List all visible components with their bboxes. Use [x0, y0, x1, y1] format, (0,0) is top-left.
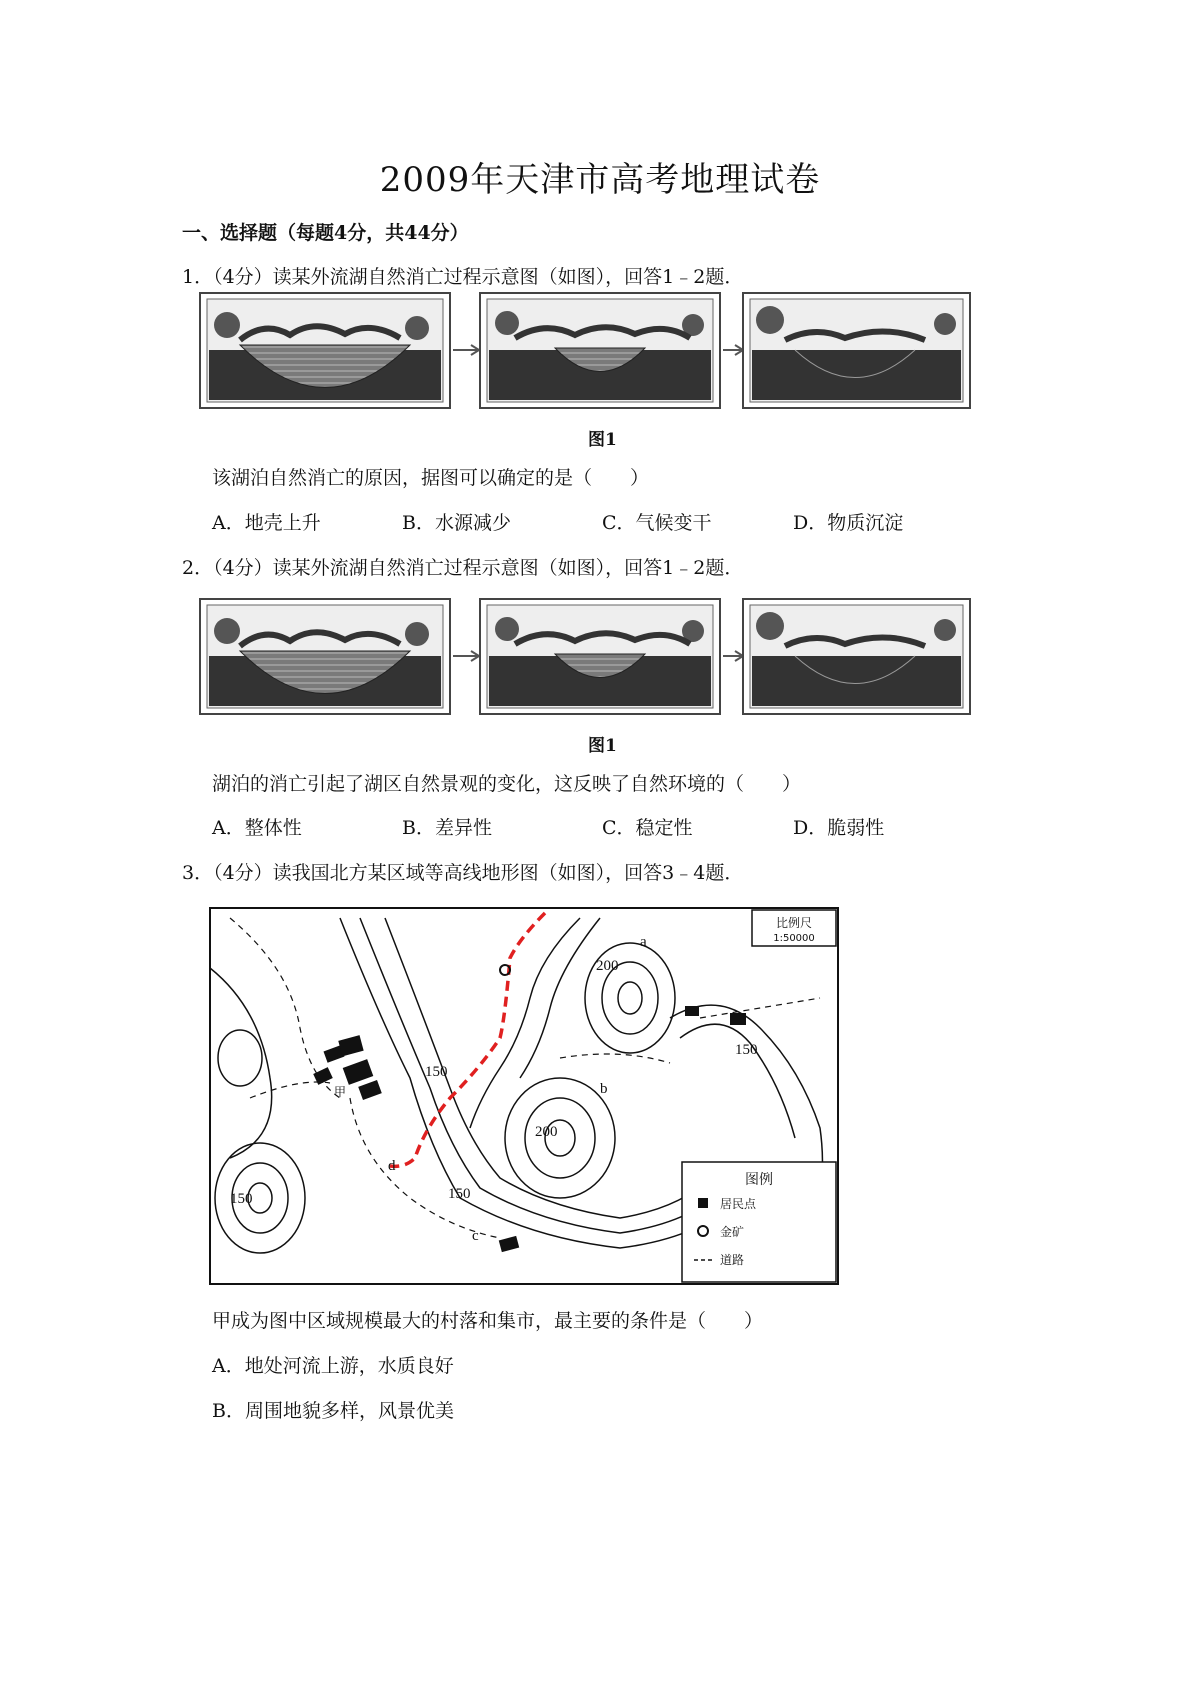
lake-panel-full — [200, 599, 450, 714]
figure-1-label-q1: 图1 — [588, 430, 617, 450]
label-b: b — [600, 1081, 608, 1097]
question-3-option-b[interactable]: B．周围地貌多样，风景优美 — [212, 1400, 454, 1422]
label-jia: 甲 — [334, 1085, 347, 1099]
contour-label-150-west: 150 — [230, 1191, 253, 1207]
contour-label-200-north: 200 — [596, 958, 619, 974]
question-1-stem: 1．（4分）读某外流湖自然消亡过程示意图（如图），回答1﹣2题． — [182, 266, 744, 288]
contour-label-150-south: 150 — [448, 1186, 471, 1202]
question-1-option-a[interactable]: A．地壳上升 — [212, 512, 321, 534]
lake-panel-shrinking — [480, 599, 720, 714]
question-2-option-a[interactable]: A．整体性 — [212, 817, 302, 839]
lake-diagram-2 — [195, 596, 975, 721]
question-3-text: 甲成为图中区域规模最大的村落和集市，最主要的条件是（ ） — [212, 1310, 764, 1332]
question-1-option-c[interactable]: C．气候变干 — [602, 512, 712, 534]
legend-item-road: 道路 — [720, 1253, 745, 1267]
question-1-option-d[interactable]: D．物质沉淀 — [793, 512, 904, 534]
legend-item-mine: 金矿 — [720, 1225, 745, 1239]
lake-panel-full — [200, 293, 450, 408]
question-2-option-d[interactable]: D．脆弱性 — [793, 817, 885, 839]
lake-panel-vanished — [743, 293, 970, 408]
question-2-option-b[interactable]: B．差异性 — [402, 817, 492, 839]
question-1-text: 该湖泊自然消亡的原因，据图可以确定的是（ ） — [212, 467, 650, 489]
contour-label-150-east: 150 — [735, 1042, 758, 1058]
scale-title: 比例尺 — [775, 916, 813, 930]
question-2-stem: 2．（4分）读某外流湖自然消亡过程示意图（如图），回答1﹣2题． — [182, 557, 744, 579]
question-2-option-c[interactable]: C．稳定性 — [602, 817, 693, 839]
contour-label-150-center: 150 — [425, 1064, 448, 1080]
lake-panel-vanished — [743, 599, 970, 714]
label-a: a — [640, 934, 647, 950]
label-c: c — [472, 1228, 479, 1244]
lake-diagram-1 — [195, 290, 975, 415]
question-2-text: 湖泊的消亡引起了湖区自然景观的变化，这反映了自然环境的（ ） — [212, 773, 802, 795]
scale-value: 1:50000 — [773, 933, 815, 944]
legend-box — [682, 1162, 836, 1282]
question-3-option-a[interactable]: A．地处河流上游，水质良好 — [212, 1355, 454, 1377]
scale-box — [752, 910, 836, 946]
contour-map — [200, 898, 848, 1292]
section-heading: 一、选择题（每题4分，共44分） — [182, 222, 469, 244]
question-1-option-b[interactable]: B．水源减少 — [402, 512, 511, 534]
contour-label-200-south: 200 — [535, 1124, 558, 1140]
page-title: 2009年天津市高考地理试卷 — [379, 160, 821, 200]
figure-1-label-q2: 图1 — [588, 736, 617, 756]
label-d: d — [388, 1158, 396, 1174]
legend-settlement-icon — [698, 1198, 708, 1208]
question-3-stem: 3．（4分）读我国北方某区域等高线地形图（如图），回答3﹣4题． — [182, 862, 744, 884]
legend-title: 图例 — [745, 1172, 773, 1188]
legend-item-settlement: 居民点 — [720, 1197, 757, 1211]
lake-panel-shrinking — [480, 293, 720, 408]
